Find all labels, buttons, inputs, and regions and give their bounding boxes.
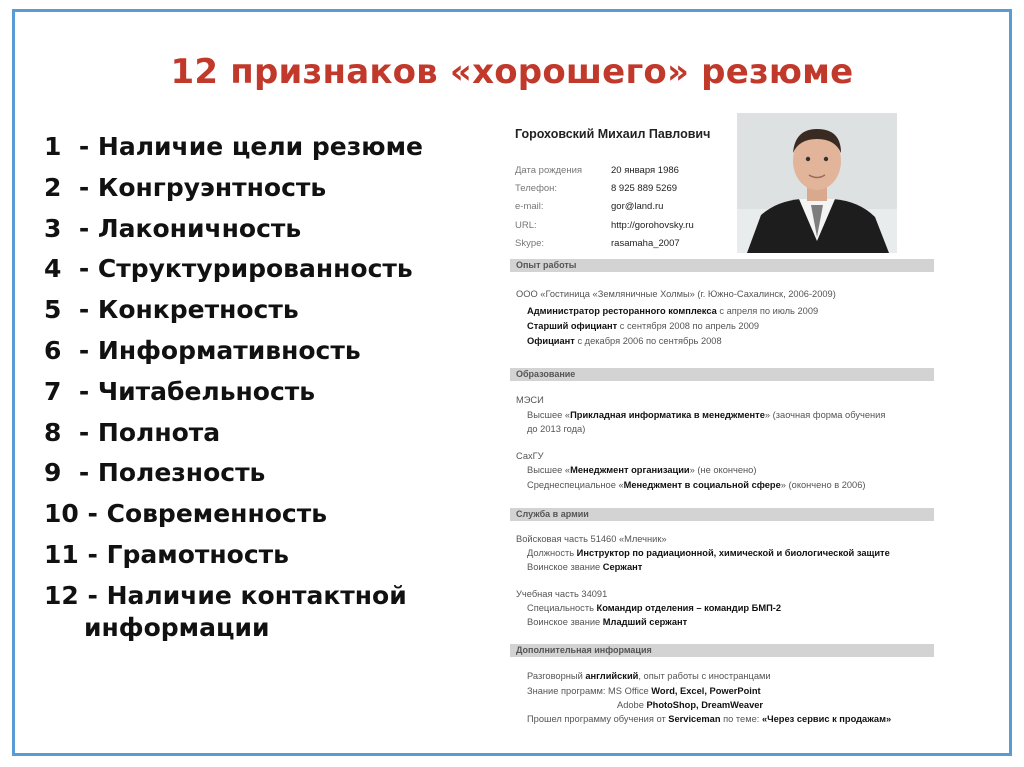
criterion-9: 9 - Полезность bbox=[44, 458, 266, 488]
criterion-text: Полезность bbox=[97, 458, 266, 488]
criterion-number: 2 bbox=[44, 172, 62, 202]
criterion-3: 3 - Лаконичность bbox=[44, 213, 302, 243]
criterion-text: Конкретность bbox=[97, 295, 299, 325]
work-company: ООО «Гостиница «Земляничные Холмы» (г. Южно-Сахалинск, 2006-2009) bbox=[516, 289, 836, 299]
criterion-number: 3 bbox=[44, 213, 62, 243]
resume-field-skype: Skype: rasamaha_2007 bbox=[515, 238, 680, 249]
resume-field-url: URL: http://gorohovsky.ru bbox=[515, 220, 694, 231]
army-line: Воинское звание Сержант bbox=[527, 562, 643, 572]
resume-photo bbox=[737, 113, 897, 253]
criterion-8: 8 - Полнота bbox=[44, 417, 221, 447]
criterion-number: 8 bbox=[44, 417, 62, 447]
army-unit-1: Войсковая часть 51460 «Млечник» bbox=[516, 534, 667, 544]
extra-line: Разговорный английский, опыт работы с иностранцами bbox=[527, 671, 771, 681]
criterion-number: 10 bbox=[44, 499, 79, 529]
criterion-number: 1 bbox=[44, 132, 62, 161]
resume-name: Гороховский Михаил Павлович bbox=[515, 127, 711, 141]
army-line: Воинское звание Младший сержант bbox=[527, 617, 688, 627]
criterion-4: 4 - Структурированность bbox=[44, 254, 413, 284]
army-unit-2: Учебная часть 34091 bbox=[516, 589, 608, 599]
criterion-number: 6 bbox=[44, 335, 62, 365]
education-line: Среднеспециальное «Менеджмент в социальной сфере» (окончено в 2006) bbox=[527, 480, 866, 490]
criterion-text: Конгруэнтность bbox=[97, 172, 327, 202]
criterion-5: 5 - Конкретность bbox=[44, 295, 299, 325]
person-photo-icon bbox=[737, 113, 897, 253]
criteria-list bbox=[44, 127, 474, 644]
section-header-education: Образование bbox=[510, 368, 934, 381]
section-header-army: Служба в армии bbox=[510, 508, 934, 521]
criterion-text: Наличие цели резюме bbox=[97, 132, 423, 161]
education-institution-1: МЭСИ bbox=[516, 395, 544, 405]
criterion-number: 12 bbox=[44, 580, 79, 610]
extra-line: Прошел программу обучения от Serviceman по теме: «Через сервис к продажам» bbox=[527, 714, 892, 724]
criterion-1: 1 - Наличие цели резюме bbox=[44, 132, 423, 161]
resume-field-birthdate: Дата рождения 20 января 1986 bbox=[515, 165, 679, 176]
criterion-text-continued: информации bbox=[84, 612, 270, 642]
slide-title: 12 признаков «хорошего» резюме bbox=[170, 52, 854, 92]
criterion-text: Современность bbox=[106, 499, 328, 529]
army-line: Должность Инструктор по радиационной, химической и биологической защите bbox=[527, 548, 890, 558]
work-job-2: Старший официант с сентября 2008 по апрель 2009 bbox=[527, 321, 760, 331]
criterion-number: 9 bbox=[44, 458, 62, 488]
criterion-text: Информативность bbox=[97, 335, 361, 365]
criterion-10: 10 - Современность bbox=[44, 499, 328, 529]
section-header-work: Опыт работы bbox=[510, 259, 934, 272]
criterion-11: 11 - Грамотность bbox=[44, 539, 289, 569]
education-line: Высшее «Прикладная информатика в менеджменте» (заочная форма обучения bbox=[527, 410, 886, 420]
criterion-number: 5 bbox=[44, 295, 62, 325]
criterion-text: Полнота bbox=[97, 417, 221, 447]
education-line: Высшее «Менеджмент организации» (не окончено) bbox=[527, 465, 757, 475]
criterion-6: 6 - Информативность bbox=[44, 335, 361, 365]
education-line: до 2013 года) bbox=[527, 424, 586, 434]
criterion-text: Лаконичность bbox=[97, 213, 302, 243]
criterion-text: Грамотность bbox=[106, 539, 289, 569]
resume-field-email: e-mail: gor@land.ru bbox=[515, 201, 664, 212]
section-header-extra: Дополнительная информация bbox=[510, 644, 934, 657]
criterion-number: 4 bbox=[44, 254, 62, 284]
work-job-3: Официант с декабря 2006 по сентябрь 2008 bbox=[527, 336, 722, 346]
sample-resume bbox=[503, 113, 940, 733]
extra-line: Знание программ: MS Office Word, Excel, PowerPoint bbox=[527, 686, 761, 696]
criterion-12: 12 - Наличие контактной информации bbox=[44, 576, 474, 644]
criterion-7: 7 - Читабельность bbox=[44, 376, 316, 406]
criterion-number: 7 bbox=[44, 376, 62, 406]
resume-field-phone: Телефон: 8 925 889 5269 bbox=[515, 183, 678, 194]
work-job-1: Администратор ресторанного комплекса с апреля по июль 2009 bbox=[527, 306, 819, 316]
extra-line: Adobe PhotoShop, DreamWeaver bbox=[617, 700, 764, 710]
criterion-text: Структурированность bbox=[97, 254, 413, 284]
army-line: Специальность Командир отделения – командир БМП-2 bbox=[527, 603, 782, 613]
education-institution-2: СахГУ bbox=[516, 451, 544, 461]
criterion-2: 2 - Конгруэнтность bbox=[44, 172, 327, 202]
criterion-number: 11 bbox=[44, 539, 79, 569]
criterion-text: Читабельность bbox=[97, 376, 316, 406]
criterion-text: Наличие контактной bbox=[106, 580, 407, 610]
